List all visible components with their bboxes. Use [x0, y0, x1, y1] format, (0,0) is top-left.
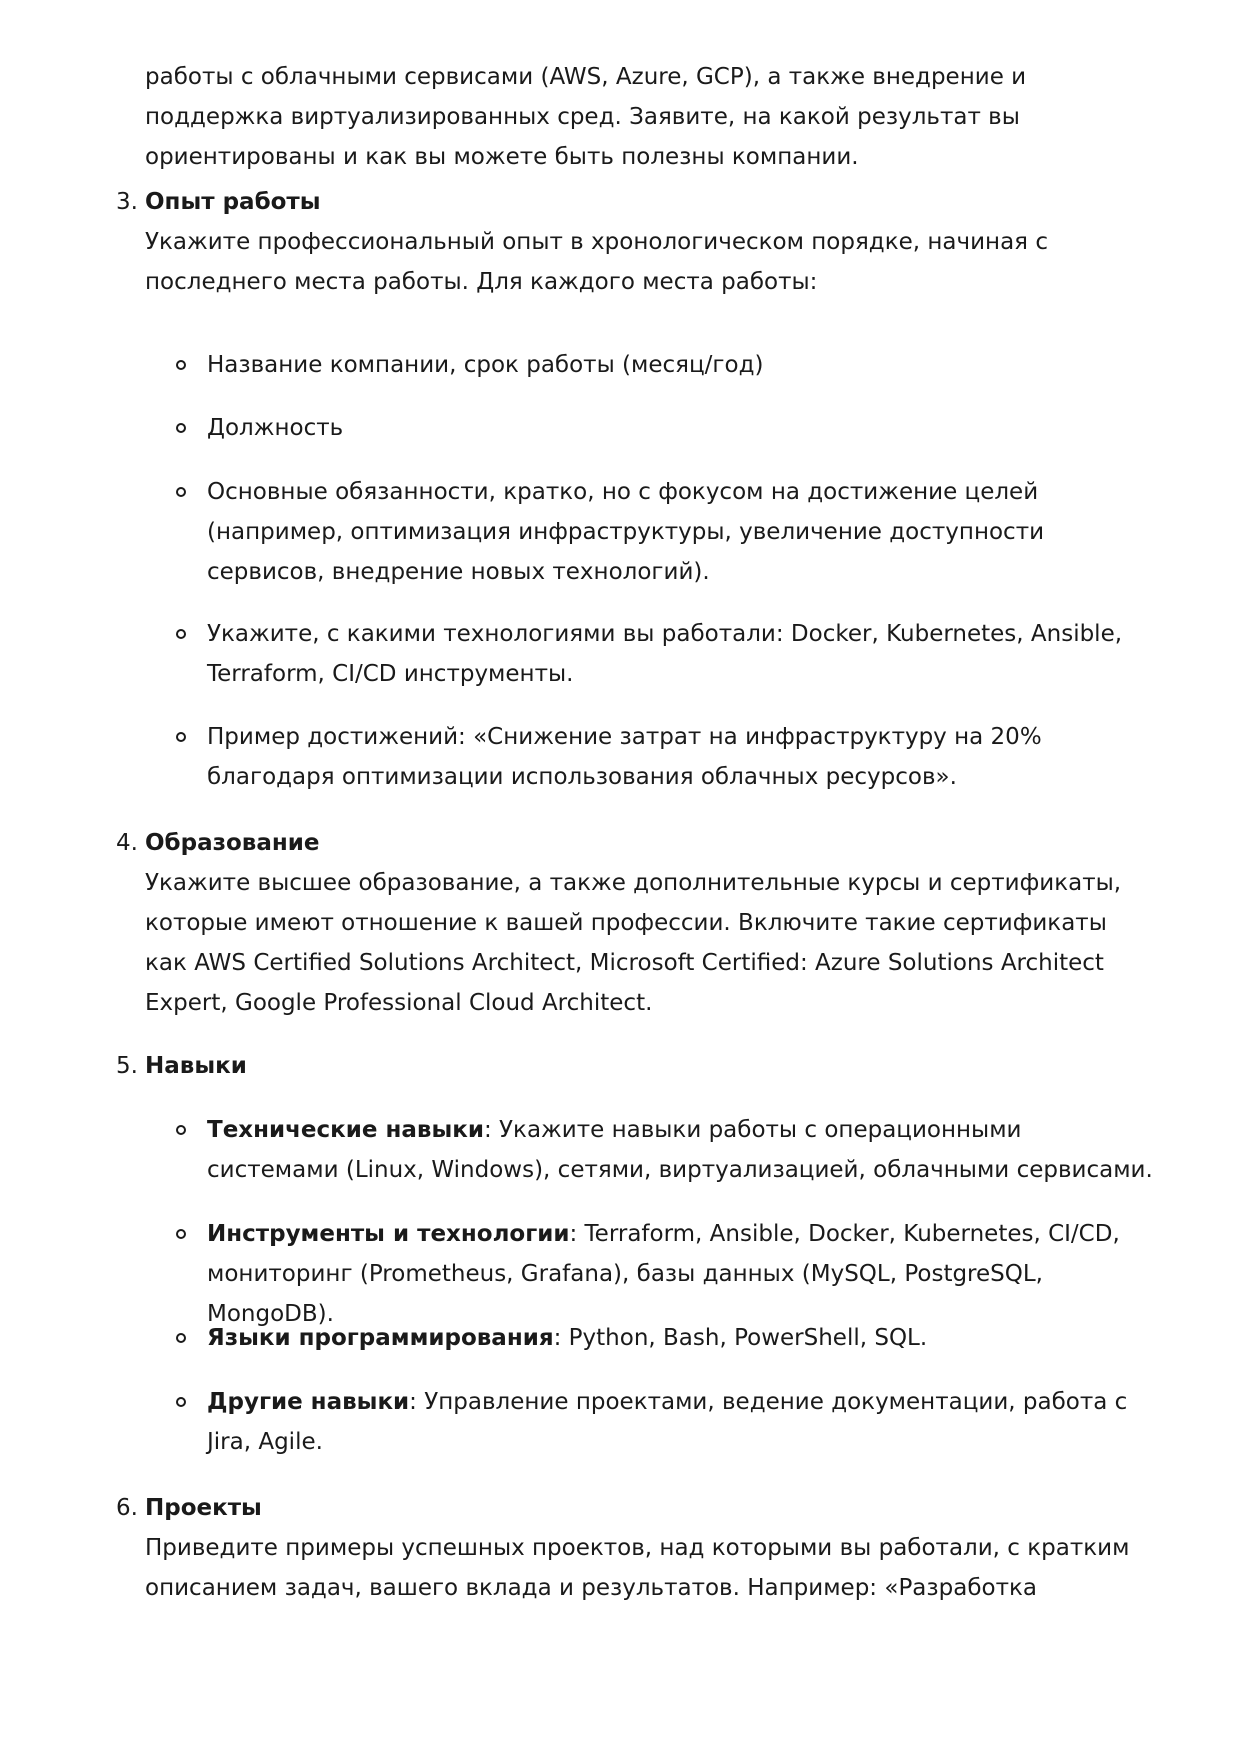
section-number: 6.: [116, 1495, 138, 1521]
list-item-text: Название компании, срок работы (месяц/год): [207, 352, 764, 378]
list-item-text: Технические навыки: Укажите навыки работы с операционными системами (Linux, Windows), сетями, виртуализацией, облачными сервисами.: [207, 1117, 1153, 1183]
circle-bullet-icon: [176, 629, 186, 639]
list-item-text: Должность: [207, 415, 344, 441]
list-item-text: Укажите, с какими технологиями вы работали: Docker, Kubernetes, Ansible, Terraform, CI/CD инструменты.: [207, 621, 1123, 687]
list-item-text: Инструменты и технологии: Terraform, Ansible, Docker, Kubernetes, CI/CD, мониторинг (Prometheus, Grafana), базы данных (MySQL, PostgreSQL, MongoDB).: [207, 1221, 1120, 1327]
section-title: Опыт работы: [145, 189, 321, 215]
list-item-text: Языки программирования: Python, Bash, PowerShell, SQL.: [207, 1325, 928, 1351]
circle-bullet-icon: [176, 1397, 186, 1407]
section-description: Укажите профессиональный опыт в хронологическом порядке, начиная с последнего места работы. Для каждого места работы:: [145, 229, 1048, 295]
circle-bullet-icon: [176, 487, 186, 497]
list-item-text: Пример достижений: «Снижение затрат на инфраструктуру на 20% благодаря оптимизации использования облачных ресурсов».: [207, 724, 1042, 790]
circle-bullet-icon: [176, 423, 186, 433]
section-title: Проекты: [145, 1495, 262, 1521]
intro-paragraph: работы с облачными сервисами (AWS, Azure, GCP), а также внедрение и поддержка виртуализированных сред. Заявите, на какой результат вы ориентированы и как вы можете быть полезны компании.: [145, 64, 1027, 170]
section-description: Приведите примеры успешных проектов, над которыми вы работали, с кратким описанием задач, вашего вклада и результатов. Например: «Разработка: [145, 1535, 1130, 1601]
circle-bullet-icon: [176, 1229, 186, 1239]
list-item-text: Другие навыки: Управление проектами, ведение документации, работа с Jira, Agile.: [207, 1389, 1128, 1455]
section-title: Образование: [145, 830, 320, 856]
section-title: Навыки: [145, 1053, 247, 1079]
section-description: Укажите высшее образование, а также дополнительные курсы и сертификаты, которые имеют отношение к вашей профессии. Включите такие сертификаты как AWS Certified Solutions Architect, Microsoft Certified: Azure Solutions Architect Expert, Google Professional Cloud Architect.: [145, 870, 1122, 1016]
list-item-text: Основные обязанности, кратко, но с фокусом на достижение целей (например, оптимизация инфраструктуры, увеличение доступности сервисов, внедрение новых технологий).: [207, 479, 1045, 585]
circle-bullet-icon: [176, 732, 186, 742]
section-number: 3.: [116, 189, 138, 215]
circle-bullet-icon: [176, 1125, 186, 1135]
section-number: 4.: [116, 830, 138, 856]
circle-bullet-icon: [176, 1333, 186, 1343]
circle-bullet-icon: [176, 360, 186, 370]
section-number: 5.: [116, 1053, 138, 1079]
